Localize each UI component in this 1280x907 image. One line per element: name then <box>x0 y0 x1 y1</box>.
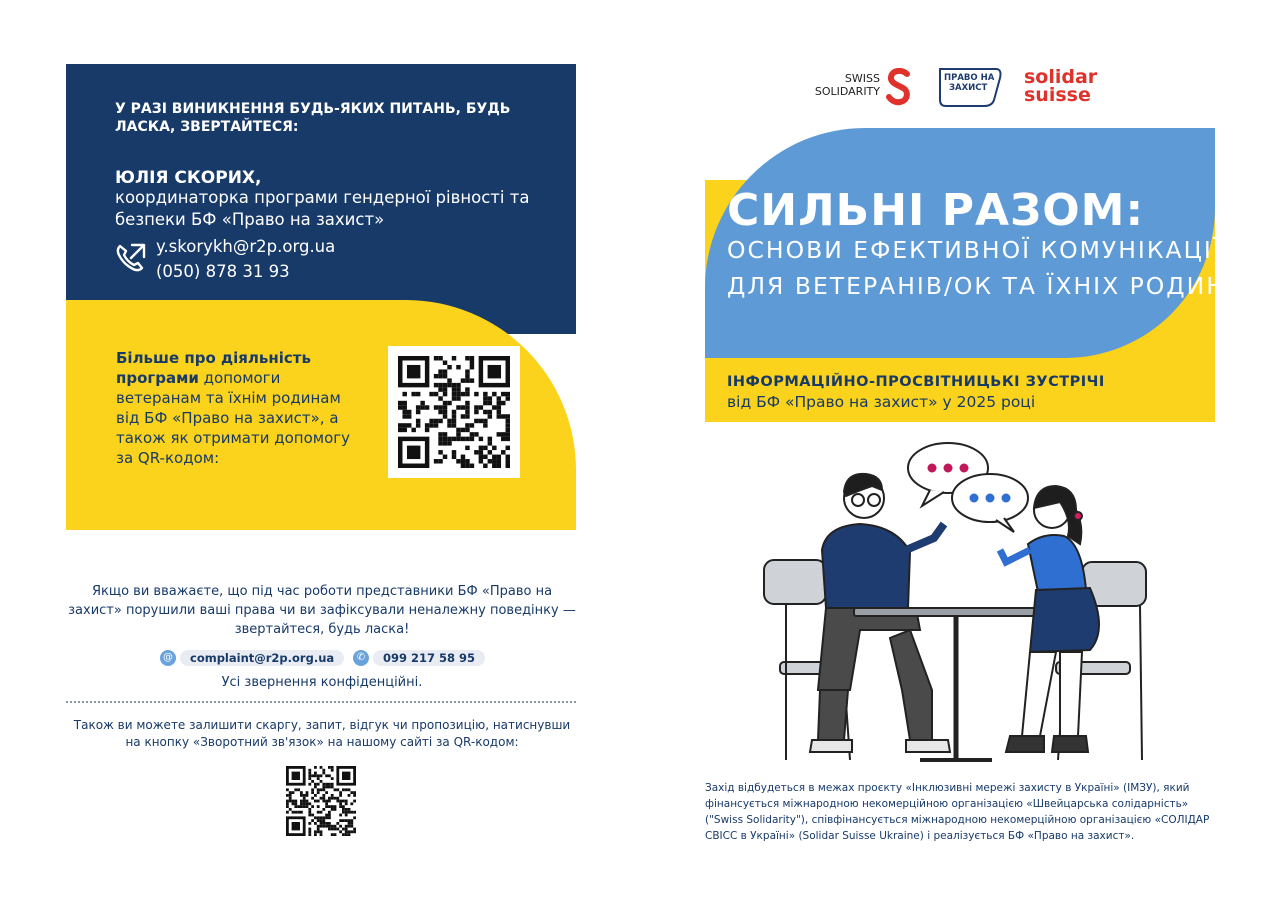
program-body-text: допомоги ветеранам та їхнім родинам від БФ «Право на захист», а також як отримати допомогу за QR-кодом: <box>116 369 351 467</box>
program-text <box>116 348 366 468</box>
complaint-email[interactable]: complaint@r2p.org.ua <box>180 650 344 666</box>
at-icon: @ <box>160 650 176 666</box>
complaint-phone[interactable]: 099 217 58 95 <box>373 650 485 666</box>
hero-title: СИЛЬНІ РАЗОМ: <box>727 185 1145 236</box>
hero-subtitle-line2: ДЛЯ ВЕТЕРАНІВ/ОК ТА ЇХНІХ РОДИН <box>727 272 1226 300</box>
woman-figure-icon <box>1000 486 1099 752</box>
solidar-suisse-logo <box>1024 68 1097 104</box>
event-type: ІНФОРМАЦІЙНО-ПРОСВІТНИЦЬКІ ЗУСТРІЧІ <box>727 374 1105 390</box>
contact-block <box>66 64 576 334</box>
qr-code-icon <box>398 356 510 468</box>
confidential-note: Усі звернення конфіденційні. <box>221 675 423 690</box>
swiss-solidarity-logo <box>808 72 880 98</box>
contact-email[interactable]: y.skorykh@r2p.org.ua <box>156 237 336 256</box>
partner-logos <box>808 66 1118 110</box>
swiss-solidarity-s-icon <box>884 68 914 108</box>
hero-subtitle-line1: ОСНОВИ ЕФЕКТИВНОЇ КОМУНІКАЦІЇ <box>727 236 1222 264</box>
phone-small-icon: ✆ <box>353 650 369 666</box>
program-block <box>66 300 576 530</box>
swiss-solidarity-line1: SWISS <box>844 72 880 85</box>
program-bold-text: Більше про діяльність програми <box>116 349 311 387</box>
phone-icon <box>114 242 148 274</box>
contact-role: координаторка програми гендерної рівності та безпеки БФ «Право на захист» <box>115 188 530 229</box>
complaint-intro: Якщо ви вважаєте, що під час роботи представники БФ «Право на захист» порушили ваші права чи ви зафіксували неналежну поведінку — звертайтеся, будь ласка! <box>68 584 576 637</box>
pravo-logo-line1: ПРАВО НА <box>944 73 995 83</box>
footer-project-note: Захід відбудеться в межах проєкту «Інклюзивні мережі захисту в Україні» (ІМЗУ), який фінансується міжнародною некомерційною організацією «Швейцарська солідарність» ("Swiss Solidarity"), співфінансується міжнародною некомерційною організацією «СОЛІДАР СВІСС в Україні» (Solidar Suisse Ukraine) і реалізується БФ «Право на захист». <box>705 782 1210 842</box>
feedback-text: Також ви можете залишити скаргу, запит, відгук чи пропозицію, натиснувши на кнопку «Зворотний зв'язок» на нашому сайті за QR-кодом: <box>73 718 571 749</box>
dotted-divider <box>66 701 576 703</box>
contact-header: У РАЗІ ВИНИКНЕННЯ БУДЬ-ЯКИХ ПИТАНЬ, БУДЬ ЛАСКА, ЗВЕРТАЙТЕСЯ: <box>115 101 511 135</box>
contact-name: ЮЛІЯ СКОРИХ, <box>115 168 262 188</box>
speech-bubble-right-icon <box>952 474 1028 532</box>
event-organizer: від БФ «Право на захист» у 2025 році <box>727 393 1036 411</box>
solidar-line1: solidar <box>1024 66 1098 88</box>
conversation-illustration <box>760 440 1180 770</box>
program-qr-code[interactable] <box>388 346 520 478</box>
feedback-qr-code[interactable] <box>286 766 356 836</box>
swiss-solidarity-line2: SOLIDARITY <box>814 85 880 98</box>
solidar-line2: suisse <box>1024 84 1091 106</box>
contact-phone[interactable]: (050) 878 31 93 <box>156 262 290 281</box>
pravo-logo-line2: ЗАХИСТ <box>949 83 988 93</box>
